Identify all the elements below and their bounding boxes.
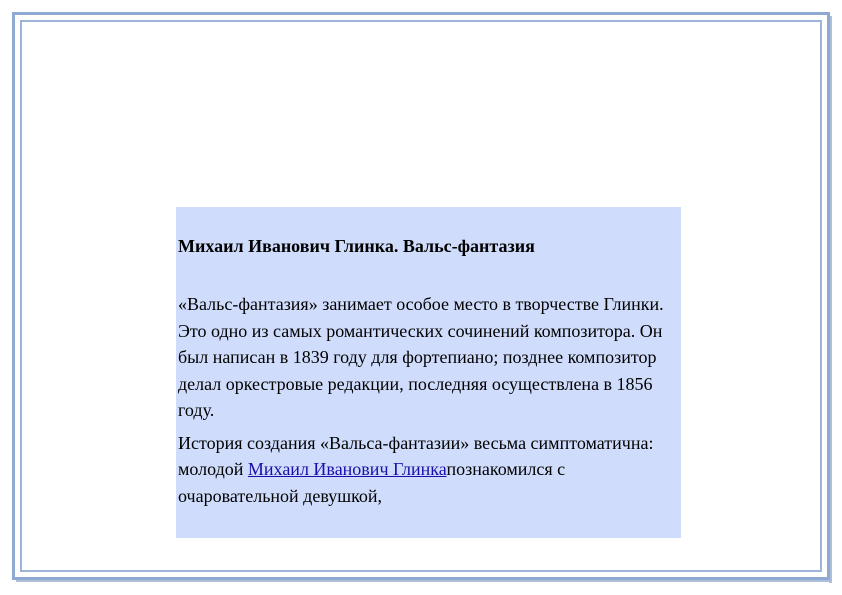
text-box xyxy=(176,207,681,538)
paragraph-2-text-after: познакомился с очаровательной девушкой, xyxy=(178,459,566,506)
paragraph-2 xyxy=(178,430,678,510)
paragraph-1: «Вальс-фантазия» занимает особое место в творчестве Глинки. Это одно из самых романтических сочинений композитора. Он был написан в 1839 году для фортепиано; позднее композитор делал оркестровые редакции, последняя осуществлена в 1856 году. xyxy=(178,294,664,420)
glinka-link[interactable]: Михаил Иванович Глинка xyxy=(247,459,447,479)
slide-title: Михаил Иванович Глинка. Вальс-фантазия xyxy=(178,236,535,256)
paragraph-2-text-before: История создания «Вальса-фантазии» весьма симптоматична: молодой xyxy=(178,432,654,479)
